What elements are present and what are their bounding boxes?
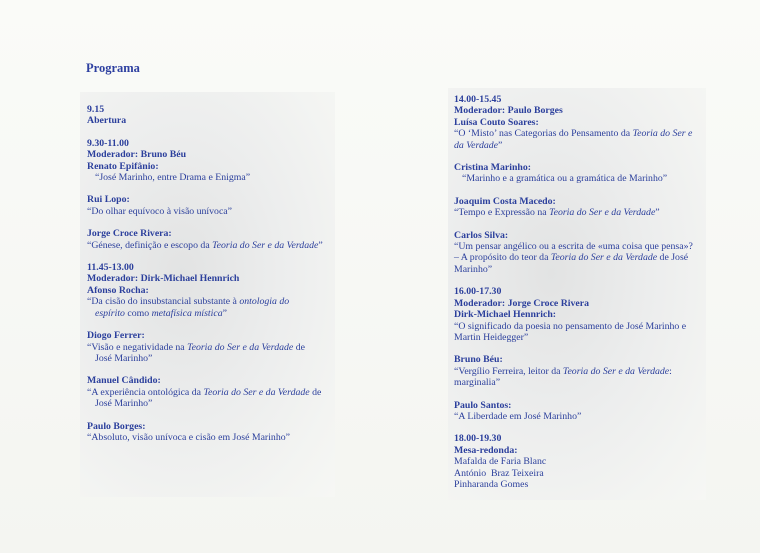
speaker-name: Dirk-Michael Hennrich: [454, 309, 557, 321]
session-time: 18.00-19.30 [454, 433, 502, 445]
speaker-name: Manuel Cândido: [87, 375, 161, 387]
panelist-name: Pinharanda Gomes [454, 478, 529, 490]
program-block [87, 194, 337, 217]
speaker-name: Renato Epifânio: [87, 160, 159, 172]
moderator: Moderador: Paulo Borges [454, 105, 563, 117]
panelist-name: Mafalda de Faria Blanc [454, 456, 547, 468]
talk-title: “A Liberdade em José Marinho” [454, 410, 582, 422]
speaker-name: Luísa Couto Soares: [454, 116, 539, 128]
program-block [454, 162, 709, 185]
talk-title: “Marinho e a gramática ou a gramática de Marinho” [462, 173, 668, 185]
talk-title: “Visão e negatividade na Teoria do Ser e da Verdade de [87, 341, 305, 353]
talk-title-cont: espírito como metafísica mística” [95, 307, 227, 319]
session-time: 16.00-17.30 [454, 286, 502, 298]
program-block [454, 400, 709, 423]
program-block [454, 230, 709, 276]
talk-title: “Um pensar angélico ou a escrita de «uma coisa que pensa»? [454, 241, 693, 253]
panelist-name: António Braz Teixeira [454, 467, 544, 479]
session-time: 9.30-11.00 [87, 137, 129, 149]
talk-title-cont: José Marinho” [95, 352, 153, 364]
program-block [87, 228, 337, 251]
talk-title: “Tempo e Expressão na Teoria do Ser e da Verdade” [454, 207, 660, 219]
talk-title: “Da cisão do insubstancial substante à ontologia do [87, 296, 290, 308]
speaker-name: Carlos Silva: [454, 229, 509, 241]
talk-title-cont: José Marinho” [95, 398, 153, 410]
talk-title: “O ‘Misto’ nas Categorias do Pensamento da Teoria do Ser e [454, 128, 693, 140]
talk-title: “O significado da poesia no pensamento de José Marinho e [454, 320, 687, 332]
session-label: Abertura [87, 115, 127, 127]
session-time: 9.15 [87, 104, 105, 115]
speaker-name: Diogo Ferrer: [87, 330, 145, 342]
program-block [87, 262, 337, 319]
session-time: 14.00-15.45 [454, 94, 502, 105]
program-block [87, 104, 337, 127]
program-block [87, 330, 337, 364]
program-block [454, 94, 709, 151]
speaker-name: Bruno Béu: [454, 354, 503, 366]
talk-title-cont: Martin Heidegger” [454, 331, 529, 343]
moderator: Moderador: Bruno Béu [87, 149, 187, 161]
moderator: Moderador: Dirk-Michael Hennrich [87, 273, 240, 285]
program-block [87, 421, 337, 444]
session-label: Mesa-redonda: [454, 444, 518, 456]
session-time: 11.45-13.00 [87, 262, 134, 274]
program-block [87, 138, 337, 184]
talk-title-cont: Marinho” [454, 263, 493, 275]
program-block [454, 196, 709, 219]
program-block [454, 433, 709, 490]
talk-title: “José Marinho, entre Drama e Enigma” [95, 172, 251, 184]
talk-title: “Absoluto, visão unívoca e cisão em José Marinho” [87, 431, 290, 443]
speaker-name: Afonso Rocha: [87, 284, 149, 296]
speaker-name: Cristina Marinho: [454, 162, 532, 174]
talk-title: “Génese, definição e escopo da Teoria do Ser e da Verdade” [87, 239, 323, 251]
talk-title-cont: marginalia” [454, 377, 501, 389]
page-title: Programa [86, 61, 140, 75]
talk-title: “Do olhar equívoco à visão unívoca” [87, 205, 232, 217]
speaker-name: Paulo Santos: [454, 399, 512, 411]
program-block [454, 286, 709, 343]
speaker-name: Paulo Borges: [87, 420, 146, 432]
speaker-name: Jorge Croce Rivera: [87, 228, 172, 240]
talk-title: “A experiência ontológica da Teoria do Ser e da Verdade de [87, 386, 322, 398]
talk-title-cont: da Verdade” [454, 139, 503, 151]
talk-title: “Vergílio Ferreira, leitor da Teoria do Ser e da Verdade: [454, 365, 672, 377]
program-block [87, 375, 337, 409]
speaker-name: Rui Lopo: [87, 194, 130, 206]
talk-title-cont: – A propósito do teor da Teoria do Ser e da Verdade de José [454, 252, 689, 264]
moderator: Moderador: Jorge Croce Rivera [454, 297, 590, 309]
right-column [454, 94, 709, 501]
left-column [87, 104, 337, 454]
program-block [454, 354, 709, 388]
speaker-name: Joaquim Costa Macedo: [454, 195, 556, 207]
